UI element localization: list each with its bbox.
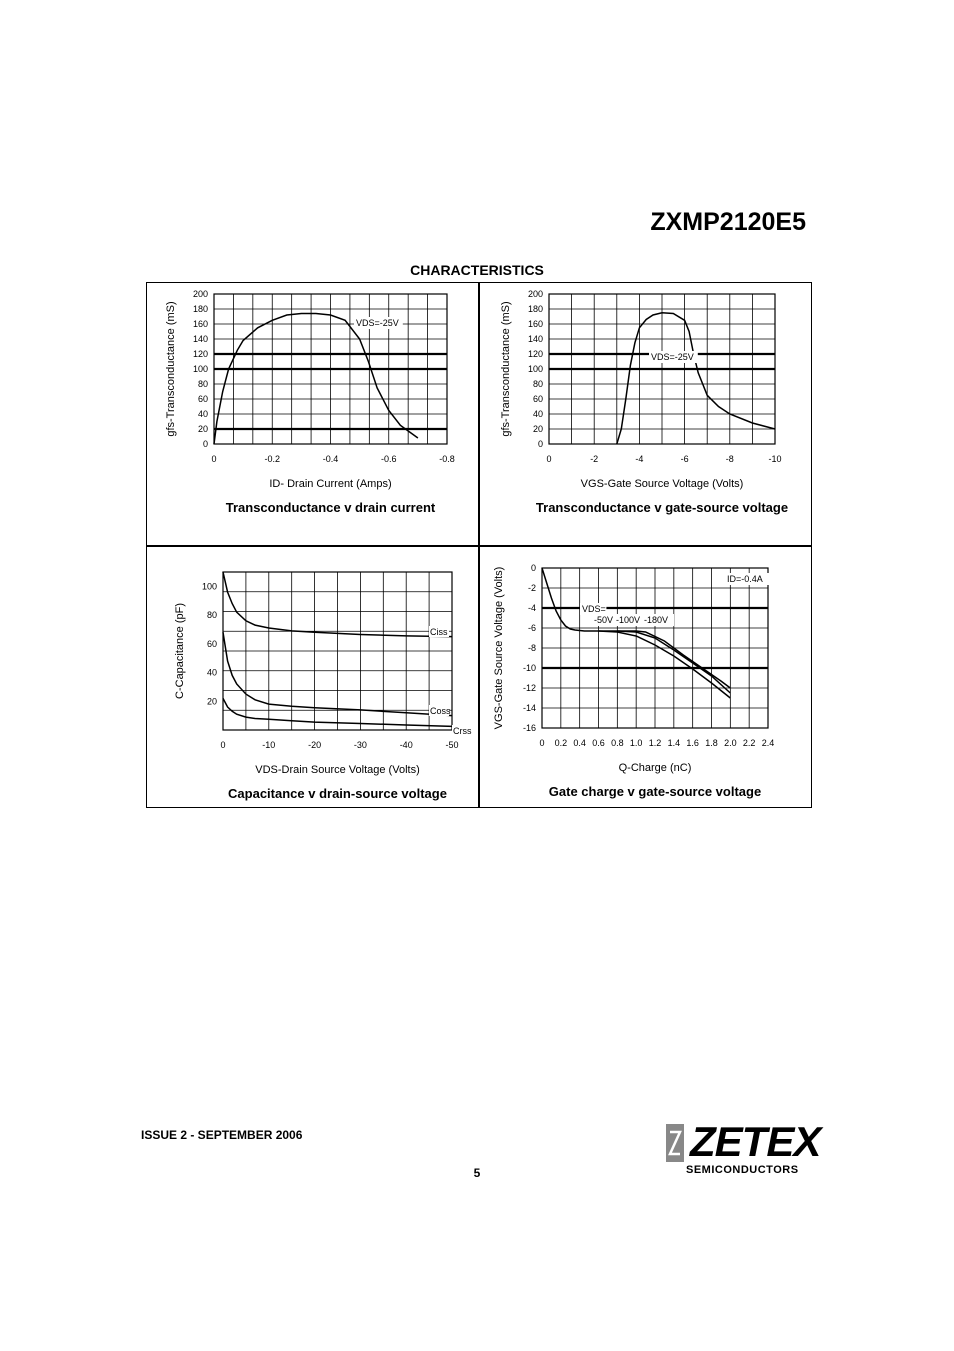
y-tick-label: 0 — [202, 439, 208, 449]
x-tick-label: 2.4 — [761, 738, 775, 748]
zetex-mark-icon — [664, 1124, 686, 1162]
x-axis-label: VDS-Drain Source Voltage (Volts) — [255, 764, 420, 776]
y-tick-label: 20 — [206, 696, 217, 707]
chart-annotation: -100V — [616, 615, 641, 625]
series-label: Ciss — [430, 627, 448, 637]
x-tick-label: 0.6 — [592, 738, 605, 748]
y-tick-label: 0 — [537, 439, 543, 449]
y-tick-label: -10 — [522, 663, 536, 673]
chart-title: Transconductance v gate-source voltage — [535, 500, 789, 515]
y-tick-label: 200 — [192, 289, 208, 299]
x-axis-label: VGS-Gate Source Voltage (Volts) — [580, 478, 744, 490]
y-tick-label: 180 — [192, 304, 208, 314]
y-tick-label: 80 — [206, 610, 217, 621]
y-tick-label: 160 — [527, 319, 543, 329]
x-tick-label: -20 — [308, 740, 322, 750]
y-tick-label: -8 — [527, 643, 536, 653]
y-tick-label: 100 — [527, 364, 543, 374]
x-tick-label: 2.2 — [742, 738, 756, 748]
x-axis-label: ID- Drain Current (Amps) — [269, 478, 392, 490]
part-number: ZXMP2120E5 — [650, 208, 806, 236]
y-axis-label: VGS-Gate Source Voltage (Volts) — [493, 566, 505, 730]
chart-annotation: VDS=-25V — [651, 352, 694, 362]
series-label: Coss — [430, 706, 451, 716]
y-tick-label: -4 — [527, 603, 536, 613]
x-tick-label: 0.2 — [554, 738, 568, 748]
y-tick-label: 80 — [532, 379, 543, 389]
x-tick-label: 0 — [220, 740, 226, 750]
y-tick-label: 40 — [206, 667, 217, 678]
chart-annotation: -180V — [644, 615, 669, 625]
x-tick-label: -4 — [635, 454, 644, 464]
chart-annotation: VDS= — [582, 604, 606, 614]
x-axis-label: Q-Charge (nC) — [618, 762, 692, 774]
y-tick-label: 80 — [197, 379, 208, 389]
y-tick-label: -6 — [527, 623, 536, 633]
x-tick-label: 0 — [211, 454, 217, 464]
x-tick-label: 1.6 — [686, 738, 699, 748]
x-tick-label: 1.2 — [648, 738, 662, 748]
x-tick-label: -40 — [399, 740, 413, 750]
y-tick-label: -2 — [527, 583, 536, 593]
y-tick-label: -16 — [522, 723, 536, 733]
series-line — [214, 314, 418, 445]
y-tick-label: 100 — [192, 364, 208, 374]
zetex-logo — [664, 1118, 821, 1180]
chart-annotation: -50V — [594, 615, 614, 625]
chart-title: Transconductance v drain current — [225, 500, 436, 515]
y-tick-label: 0 — [530, 563, 536, 573]
x-tick-label: 0.8 — [611, 738, 624, 748]
y-tick-label: 120 — [527, 349, 543, 359]
y-tick-label: 200 — [527, 289, 543, 299]
x-tick-label: 2.0 — [724, 738, 737, 748]
x-tick-label: -6 — [680, 454, 689, 464]
page-number: 5 — [473, 1166, 481, 1180]
y-tick-label: 20 — [197, 424, 208, 434]
y-tick-label: 60 — [206, 638, 217, 649]
chart-title: Gate charge v gate-source voltage — [548, 784, 762, 799]
y-tick-label: 180 — [527, 304, 543, 314]
x-tick-label: -10 — [262, 740, 276, 750]
x-tick-label: 1.0 — [629, 738, 643, 748]
x-tick-label: -50 — [445, 740, 459, 750]
x-tick-label: -10 — [768, 454, 782, 464]
x-tick-label: 0 — [539, 738, 545, 748]
y-tick-label: 40 — [197, 409, 208, 419]
x-tick-label: 0 — [546, 454, 552, 464]
x-tick-label: 1.8 — [705, 738, 718, 748]
x-tick-label: -0.6 — [380, 454, 397, 464]
x-tick-label: -30 — [353, 740, 367, 750]
x-tick-label: 1.4 — [667, 738, 681, 748]
x-tick-label: -2 — [590, 454, 599, 464]
chart-title: Capacitance v drain-source voltage — [228, 786, 447, 801]
section-title: CHARACTERISTICS — [410, 262, 544, 278]
series-line — [617, 313, 775, 444]
logo-sub: SEMICONDUCTORS — [686, 1164, 799, 1176]
x-tick-label: -0.8 — [439, 454, 455, 464]
y-tick-label: 60 — [197, 394, 208, 404]
x-tick-label: -0.4 — [322, 454, 339, 464]
x-tick-label: 0.4 — [573, 738, 586, 748]
logo-brand: ZETEX — [690, 1118, 821, 1165]
chart-annotation: VDS=-25V — [356, 318, 399, 328]
y-tick-label: -12 — [522, 683, 536, 693]
y-tick-label: 20 — [532, 424, 543, 434]
y-axis-label: gfs-Transconductance (mS) — [500, 301, 512, 437]
y-axis-label: gfs-Transconductance (mS) — [165, 301, 177, 437]
y-tick-label: 140 — [527, 334, 543, 344]
y-tick-label: 40 — [532, 409, 543, 419]
y-tick-label: -14 — [522, 703, 536, 713]
chart-annotation: ID=-0.4A — [727, 574, 763, 584]
y-tick-label: 60 — [532, 394, 543, 404]
x-tick-label: -0.2 — [264, 454, 281, 464]
x-tick-label: -8 — [725, 454, 734, 464]
y-axis-label: C-Capacitance (pF) — [174, 603, 186, 699]
y-tick-label: 160 — [192, 319, 208, 329]
issue-label: ISSUE 2 - SEPTEMBER 2006 — [141, 1128, 303, 1142]
series-label: Crss — [453, 726, 472, 736]
characteristics-charts — [146, 282, 812, 808]
y-tick-label: 120 — [192, 349, 208, 359]
y-tick-label: 140 — [192, 334, 208, 344]
y-tick-label: 100 — [201, 581, 217, 592]
